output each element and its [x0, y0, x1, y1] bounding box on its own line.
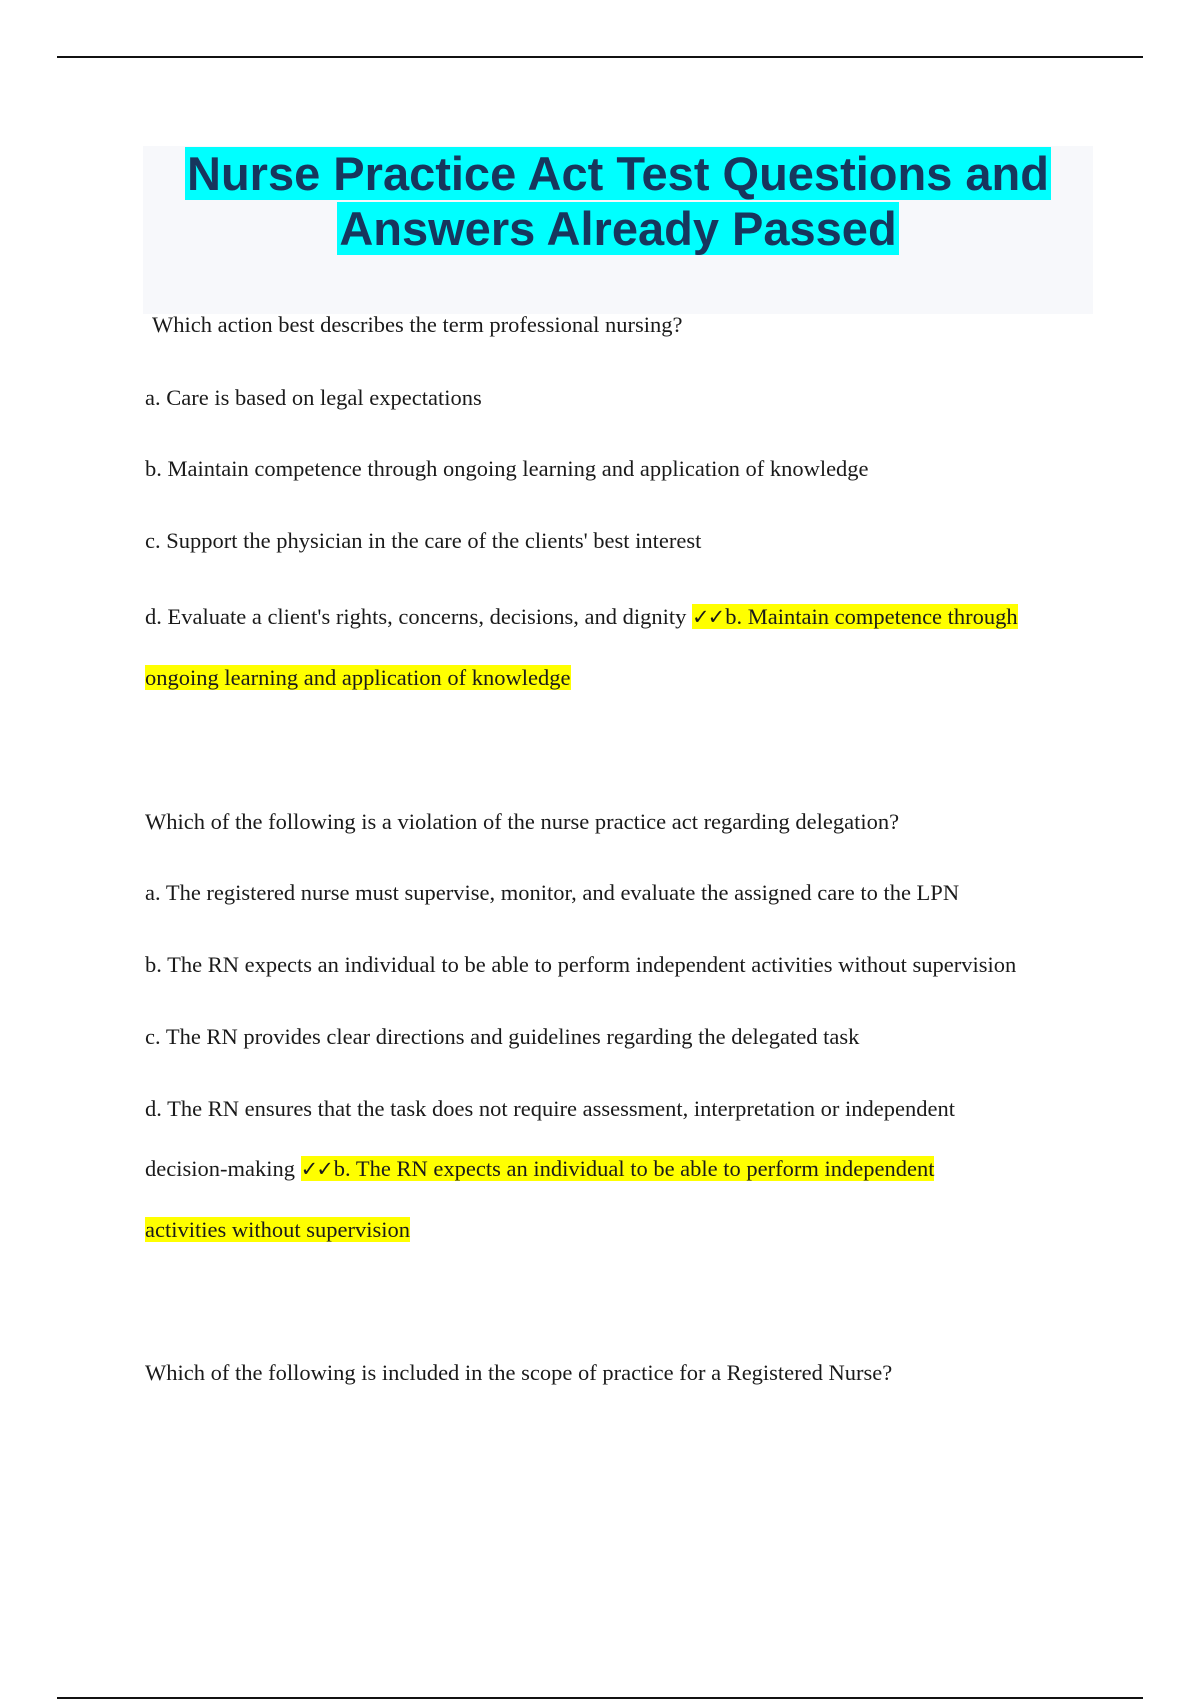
question-2-option-d-continuation: decision-making — [145, 1156, 295, 1181]
question-2-option-c: c. The RN provides clear directions and guidelines regarding the delegated task — [145, 1024, 860, 1049]
question-2-option-d: d. The RN ensures that the task does not require assessment, interpretation or independent — [145, 1096, 955, 1121]
question-2: Which of the following is a violation of the nurse practice act regarding delegation? — [145, 809, 900, 834]
question-2-option-d-line-2 — [145, 1155, 934, 1183]
question-2-answer-line-1 — [301, 1156, 935, 1181]
top-rule — [57, 56, 1143, 58]
question-1: Which action best describes the term professional nursing? — [152, 312, 683, 337]
question-1-option-c: c. Support the physician in the care of the clients' best interest — [145, 528, 702, 553]
question-1-answer-line-2 — [145, 664, 571, 692]
check-mark-icon: ✓✓ — [692, 605, 724, 629]
check-mark-icon: ✓✓ — [300, 1157, 332, 1181]
question-2-answer-line-2 — [145, 1216, 410, 1244]
question-1-answer-text-1: b. Maintain competence through — [725, 604, 1018, 629]
question-1-answer-line-1 — [692, 604, 1018, 629]
question-1-option-d-line — [145, 603, 1018, 631]
title-line-2: Answers Already Passed — [339, 202, 897, 255]
title-box — [143, 146, 1093, 314]
title-line-1: Nurse Practice Act Test Questions and — [187, 147, 1049, 200]
question-1-option-d: d. Evaluate a client's rights, concerns, decisions, and dignity — [145, 604, 687, 629]
question-3: Which of the following is included in the scope of practice for a Registered Nurse? — [145, 1360, 893, 1385]
question-2-answer-text-1: b. The RN expects an individual to be able to perform independent — [333, 1156, 935, 1181]
question-2-option-b: b. The RN expects an individual to be able to perform independent activities without supervision — [145, 952, 1017, 977]
question-1-answer-text-2: ongoing learning and application of knowledge — [145, 665, 571, 690]
question-1-option-a: a. Care is based on legal expectations — [145, 385, 482, 410]
document-title — [143, 146, 1093, 256]
question-1-option-b: b. Maintain competence through ongoing learning and application of knowledge — [145, 456, 869, 481]
question-2-answer-text-2: activities without supervision — [145, 1217, 410, 1242]
bottom-rule — [57, 1697, 1143, 1699]
question-2-option-a: a. The registered nurse must supervise, monitor, and evaluate the assigned care to the LPN — [145, 880, 960, 905]
